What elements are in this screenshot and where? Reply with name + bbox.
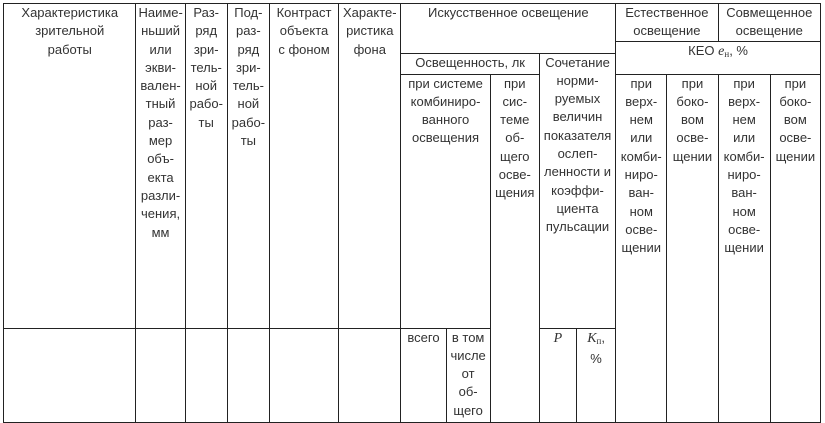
header-combined-lighting: Совмещенное освещение	[718, 4, 820, 42]
lighting-norms-table	[3, 3, 821, 423]
keo-unit: , %	[729, 42, 748, 58]
header-including-general: в том числе от об- щего	[446, 328, 490, 422]
cell-contrast-empty	[269, 328, 338, 422]
cell-subgrade-empty	[227, 328, 269, 422]
keo-subscript: н	[724, 48, 730, 59]
header-work-subgrade: Под- раз- ряд зри- тель- ной рабо- ты	[227, 4, 269, 329]
header-combined-side-light: при боко- вом осве- щении	[770, 74, 820, 422]
keo-symbol: e	[718, 43, 725, 59]
header-natural-lighting: Естественное освещение	[616, 4, 718, 42]
pulsation-subscript: п	[596, 335, 602, 346]
header-illuminance: Освещенность, лк	[401, 53, 539, 74]
header-object-size: Наиме- ньший или экви- вален- тный раз- мер объ- екта разли- чения, мм	[136, 4, 185, 329]
cell-characteristic-empty	[4, 328, 136, 422]
glare-index-symbol: P	[553, 330, 563, 346]
header-object-background-contrast: Контраст объекта с фоном	[269, 4, 338, 329]
header-visual-work-characteristic: Характеристика зрительной работы	[4, 4, 136, 329]
pulsation-symbol: K	[587, 330, 597, 346]
header-natural-top-light: при верх- нем или комби- ниро- ван- ном осве- щении	[616, 74, 667, 422]
header-general-system-illuminance: при сис- теме об- щего осве- щения	[490, 74, 539, 422]
header-pulsation-coefficient	[577, 328, 616, 422]
header-combined-system-illuminance: при системе комбиниро- ванного освещения	[401, 74, 490, 328]
header-work-grade: Раз- ряд зри- тель- ной рабо- ты	[185, 4, 227, 329]
header-combined-top-light: при верх- нем или комби- ниро- ван- ном осве- щении	[718, 74, 770, 422]
keo-prefix: КЕО	[688, 42, 719, 58]
header-total: всего	[401, 328, 446, 422]
header-natural-side-light: при боко- вом осве- щении	[667, 74, 718, 422]
cell-size-empty	[136, 328, 185, 422]
pulsation-unit: , %	[590, 329, 605, 366]
header-normalized-values-combination: Сочетание норми- руемых величин показателя ослеп- ленности и коэффи- циента пульсации	[539, 53, 615, 328]
header-keo	[616, 41, 821, 74]
header-artificial-lighting: Искусственное освещение	[401, 4, 616, 54]
cell-background-empty	[339, 328, 401, 422]
header-background-characteristic: Характе- ристика фона	[339, 4, 401, 329]
header-glare-index	[539, 328, 576, 422]
cell-grade-empty	[185, 328, 227, 422]
